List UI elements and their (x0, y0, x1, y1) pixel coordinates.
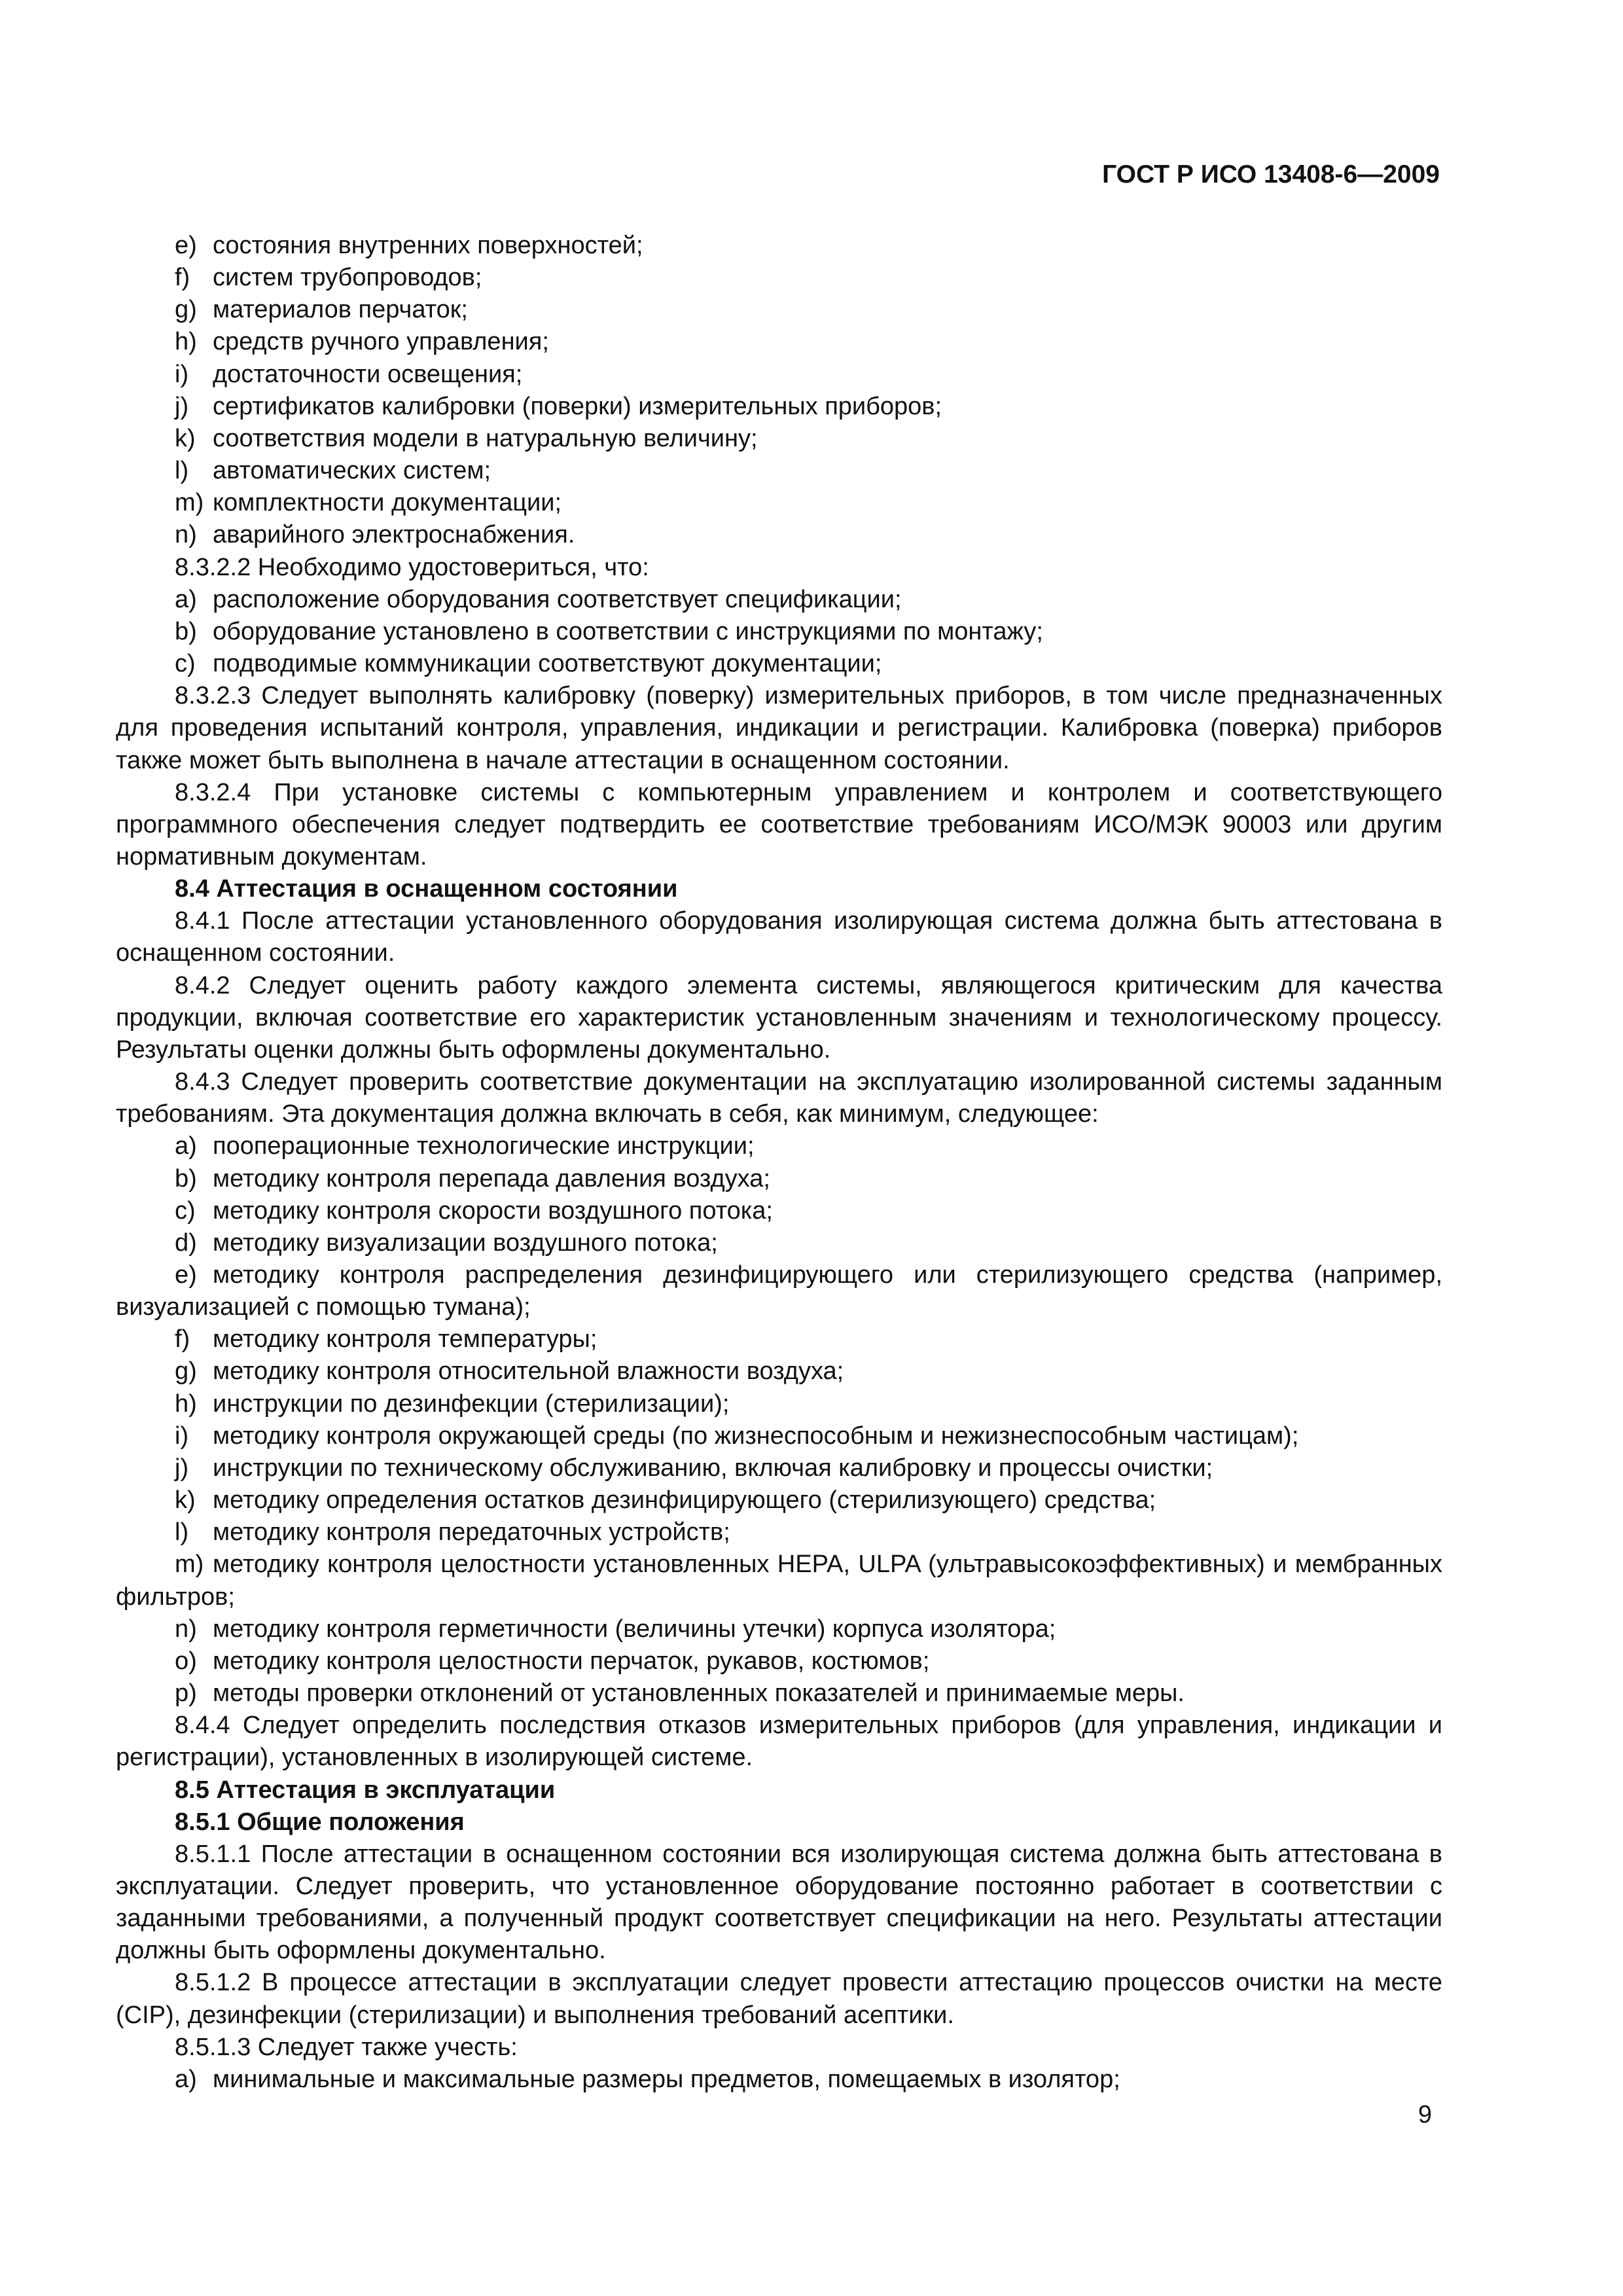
list-text: оборудование установлено в соответствии с инструкциями по монтажу; (213, 617, 1043, 645)
list-marker: j) (175, 1454, 189, 1482)
list-marker: p) (175, 1679, 197, 1708)
list-item (116, 1645, 1442, 1677)
list-item (116, 616, 1442, 648)
list-item (116, 1388, 1442, 1420)
list-b (116, 584, 1442, 680)
list-marker: m) (175, 1551, 204, 1579)
list-text: систем трубопроводов; (213, 264, 482, 292)
paragraph-8-4-2: 8.4.2 Следует оценить работу каждого элемента системы, являющегося критическим для качества продукции, включая соответствие его характеристик установленным значениям и технологическому процессу. Результаты оценки должны быть оформлены документально. (116, 971, 1442, 1064)
list-c (116, 1130, 1442, 1259)
list-text: инструкции по техническому обслуживанию, включая калибровку и процессы очистки; (213, 1454, 1213, 1482)
list-text: методику визуализации воздушного потока; (213, 1229, 718, 1257)
list-item (116, 1259, 1442, 1323)
list-item (116, 1484, 1442, 1516)
list-marker: f) (175, 264, 190, 292)
list-text: инструкции по дезинфекции (стерилизации); (213, 1390, 730, 1418)
list-marker: a) (175, 1132, 197, 1160)
list-d (116, 2064, 1442, 2096)
list-item (116, 359, 1442, 391)
list-marker: h) (175, 328, 197, 356)
list-marker: n) (175, 521, 197, 549)
list-text: комплектности документации; (213, 489, 562, 517)
list-text: средств ручного управления; (213, 328, 549, 356)
list-text: методику контроля относительной влажности воздуха; (213, 1357, 844, 1386)
list-text: методику контроля окружающей среды (по жизнеспособным и нежизнеспособным частицам); (213, 1422, 1299, 1450)
list-text: пооперационные технологические инструкции; (213, 1132, 755, 1160)
list-marker: g) (175, 1357, 197, 1386)
list-item (116, 1420, 1442, 1452)
list-marker: e) (175, 1261, 197, 1289)
list-item (116, 487, 1442, 519)
list-marker: b) (175, 1164, 197, 1193)
list-text: методику определения остатков дезинфицирующего (стерилизующего) средства; (213, 1486, 1156, 1515)
list-item (116, 391, 1442, 423)
page-number: 9 (1418, 2101, 1432, 2128)
list-marker: m) (175, 489, 204, 517)
section-heading-8-5: 8.5 Аттестация в эксплуатации (175, 1776, 556, 1804)
list-c-continued (116, 1323, 1442, 1549)
list-marker: e) (175, 232, 197, 259)
list-text: методику контроля герметичности (величины утечки) корпуса изолятора; (213, 1615, 1056, 1643)
list-item (116, 2064, 1442, 2096)
list-item (116, 423, 1442, 455)
list-text: методику контроля перепада давления воздуха; (213, 1164, 770, 1193)
list-text: методику контроля распределения дезинфицирующего или стерилизующего средства (например, визуализацией с помощью тумана); (116, 1261, 1442, 1321)
list-marker: b) (175, 617, 197, 645)
list-text: автоматических систем; (213, 457, 491, 485)
list-item (116, 1677, 1442, 1710)
list-marker: o) (175, 1647, 197, 1675)
list-marker: h) (175, 1390, 197, 1418)
list-marker: a) (175, 2065, 197, 2093)
list-a (116, 230, 1442, 552)
list-item (116, 1549, 1442, 1613)
list-marker: l) (175, 457, 189, 485)
list-text: расположение оборудования соответствует спецификации; (213, 585, 902, 613)
list-item (116, 1516, 1442, 1549)
list-item (116, 1355, 1442, 1388)
list-item (116, 1227, 1442, 1259)
list-item (116, 262, 1442, 294)
list-marker: d) (175, 1229, 197, 1257)
paragraph-8-4-1: 8.4.1 После аттестации установленного оборудования изолирующая система должна быть аттестована в оснащенном состоянии. (116, 907, 1442, 967)
list-marker: i) (175, 1422, 189, 1450)
list-item (116, 584, 1442, 616)
list-item (116, 1613, 1442, 1645)
list-marker: f) (175, 1325, 190, 1354)
list-text: аварийного электроснабжения. (213, 521, 575, 549)
list-text: методику контроля скорости воздушного потока; (213, 1196, 773, 1225)
list-item (116, 455, 1442, 487)
paragraph-8-4-4: 8.4.4 Следует определить последствия отказов измерительных приборов (для управления, индикации и регистрации), установленных в изолирующей системе. (116, 1712, 1442, 1772)
paragraph-8-5-1-1: 8.5.1.1 После аттестации в оснащенном состоянии вся изолирующая система должна быть аттестована в эксплуатации. Следует проверить, что установленное оборудование постоянно работает в соответствии с заданными требованиями, а полученный продукт соответствует спецификации на него. Результаты аттестации должны быть оформлены документально. (116, 1840, 1442, 1965)
list-item (116, 326, 1442, 358)
list-item (116, 1452, 1442, 1484)
list-marker: c) (175, 1196, 196, 1225)
list-item (116, 648, 1442, 680)
list-text: методику контроля температуры; (213, 1325, 597, 1354)
list-text: достаточности освещения; (213, 360, 523, 388)
paragraph-8-3-2-3: 8.3.2.3 Следует выполнять калибровку (поверку) измерительных приборов, в том числе предназначенных для проведения испытаний контроля, управления, индикации и регистрации. Калибровка (поверка) приборов также может быть выполнена в начале аттестации в оснащенном состоянии. (116, 682, 1442, 774)
list-marker: n) (175, 1615, 197, 1643)
list-text: методы проверки отклонений от установленных показателей и принимаемые меры. (213, 1679, 1185, 1708)
list-text: методику контроля передаточных устройств; (213, 1518, 730, 1547)
list-marker: k) (175, 1486, 196, 1515)
list-item (116, 294, 1442, 326)
list-marker: c) (175, 650, 196, 678)
list-item (116, 1195, 1442, 1227)
list-marker: k) (175, 424, 196, 452)
list-item (116, 230, 1442, 262)
list-item (116, 1323, 1442, 1355)
document-header: ГОСТ Р ИСО 13408-6—2009 (1102, 160, 1440, 188)
list-text: методику контроля целостности установленных HEPA, ULPA (ультравысокоэффективных) и мембранных фильтров; (116, 1551, 1442, 1611)
list-text: подводимые коммуникации соответствуют документации; (213, 650, 882, 678)
list-marker: j) (175, 392, 189, 420)
document-body (116, 230, 1442, 2096)
section-heading-8-4: 8.4 Аттестация в оснащенном состоянии (175, 875, 678, 903)
paragraph-8-5-1-3: 8.5.1.3 Следует также учесть: (175, 2033, 518, 2061)
paragraph-8-3-2-4: 8.3.2.4 При установке системы с компьютерным управлением и контролем и соответствующего программного обеспечения следует подтвердить ее соответствие требованиям ИСО/МЭК 90003 или другим нормативным документам. (116, 778, 1442, 870)
list-marker: i) (175, 360, 189, 388)
list-marker: l) (175, 1518, 189, 1547)
list-text: минимальные и максимальные размеры предметов, помещаемых в изолятор; (213, 2065, 1120, 2093)
list-text: состояния внутренних поверхностей; (213, 232, 643, 259)
list-c-end (116, 1613, 1442, 1710)
list-marker: a) (175, 585, 197, 613)
list-item (116, 1163, 1442, 1195)
list-text: соответствия модели в натуральную величину; (213, 424, 758, 452)
list-marker: g) (175, 296, 197, 324)
paragraph-8-3-2-2: 8.3.2.2 Необходимо удостовериться, что: (175, 553, 649, 581)
paragraph-8-4-3: 8.4.3 Следует проверить соответствие документации на эксплуатацию изолированной системы заданным требованиям. Эта документация должна включать в себя, как минимум, следующее: (116, 1068, 1442, 1128)
section-heading-8-5-1: 8.5.1 Общие положения (175, 1808, 465, 1836)
list-item (116, 519, 1442, 551)
list-text: методику контроля целостности перчаток, рукавов, костюмов; (213, 1647, 930, 1675)
list-text: материалов перчаток; (213, 296, 468, 324)
list-item (116, 1130, 1442, 1162)
list-text: сертификатов калибровки (поверки) измерительных приборов; (213, 392, 942, 420)
paragraph-8-5-1-2: 8.5.1.2 В процессе аттестации в эксплуатации следует провести аттестацию процессов очистки на месте (CIP), дезинфекции (стерилизации) и выполнения требований асептики. (116, 1969, 1442, 2029)
